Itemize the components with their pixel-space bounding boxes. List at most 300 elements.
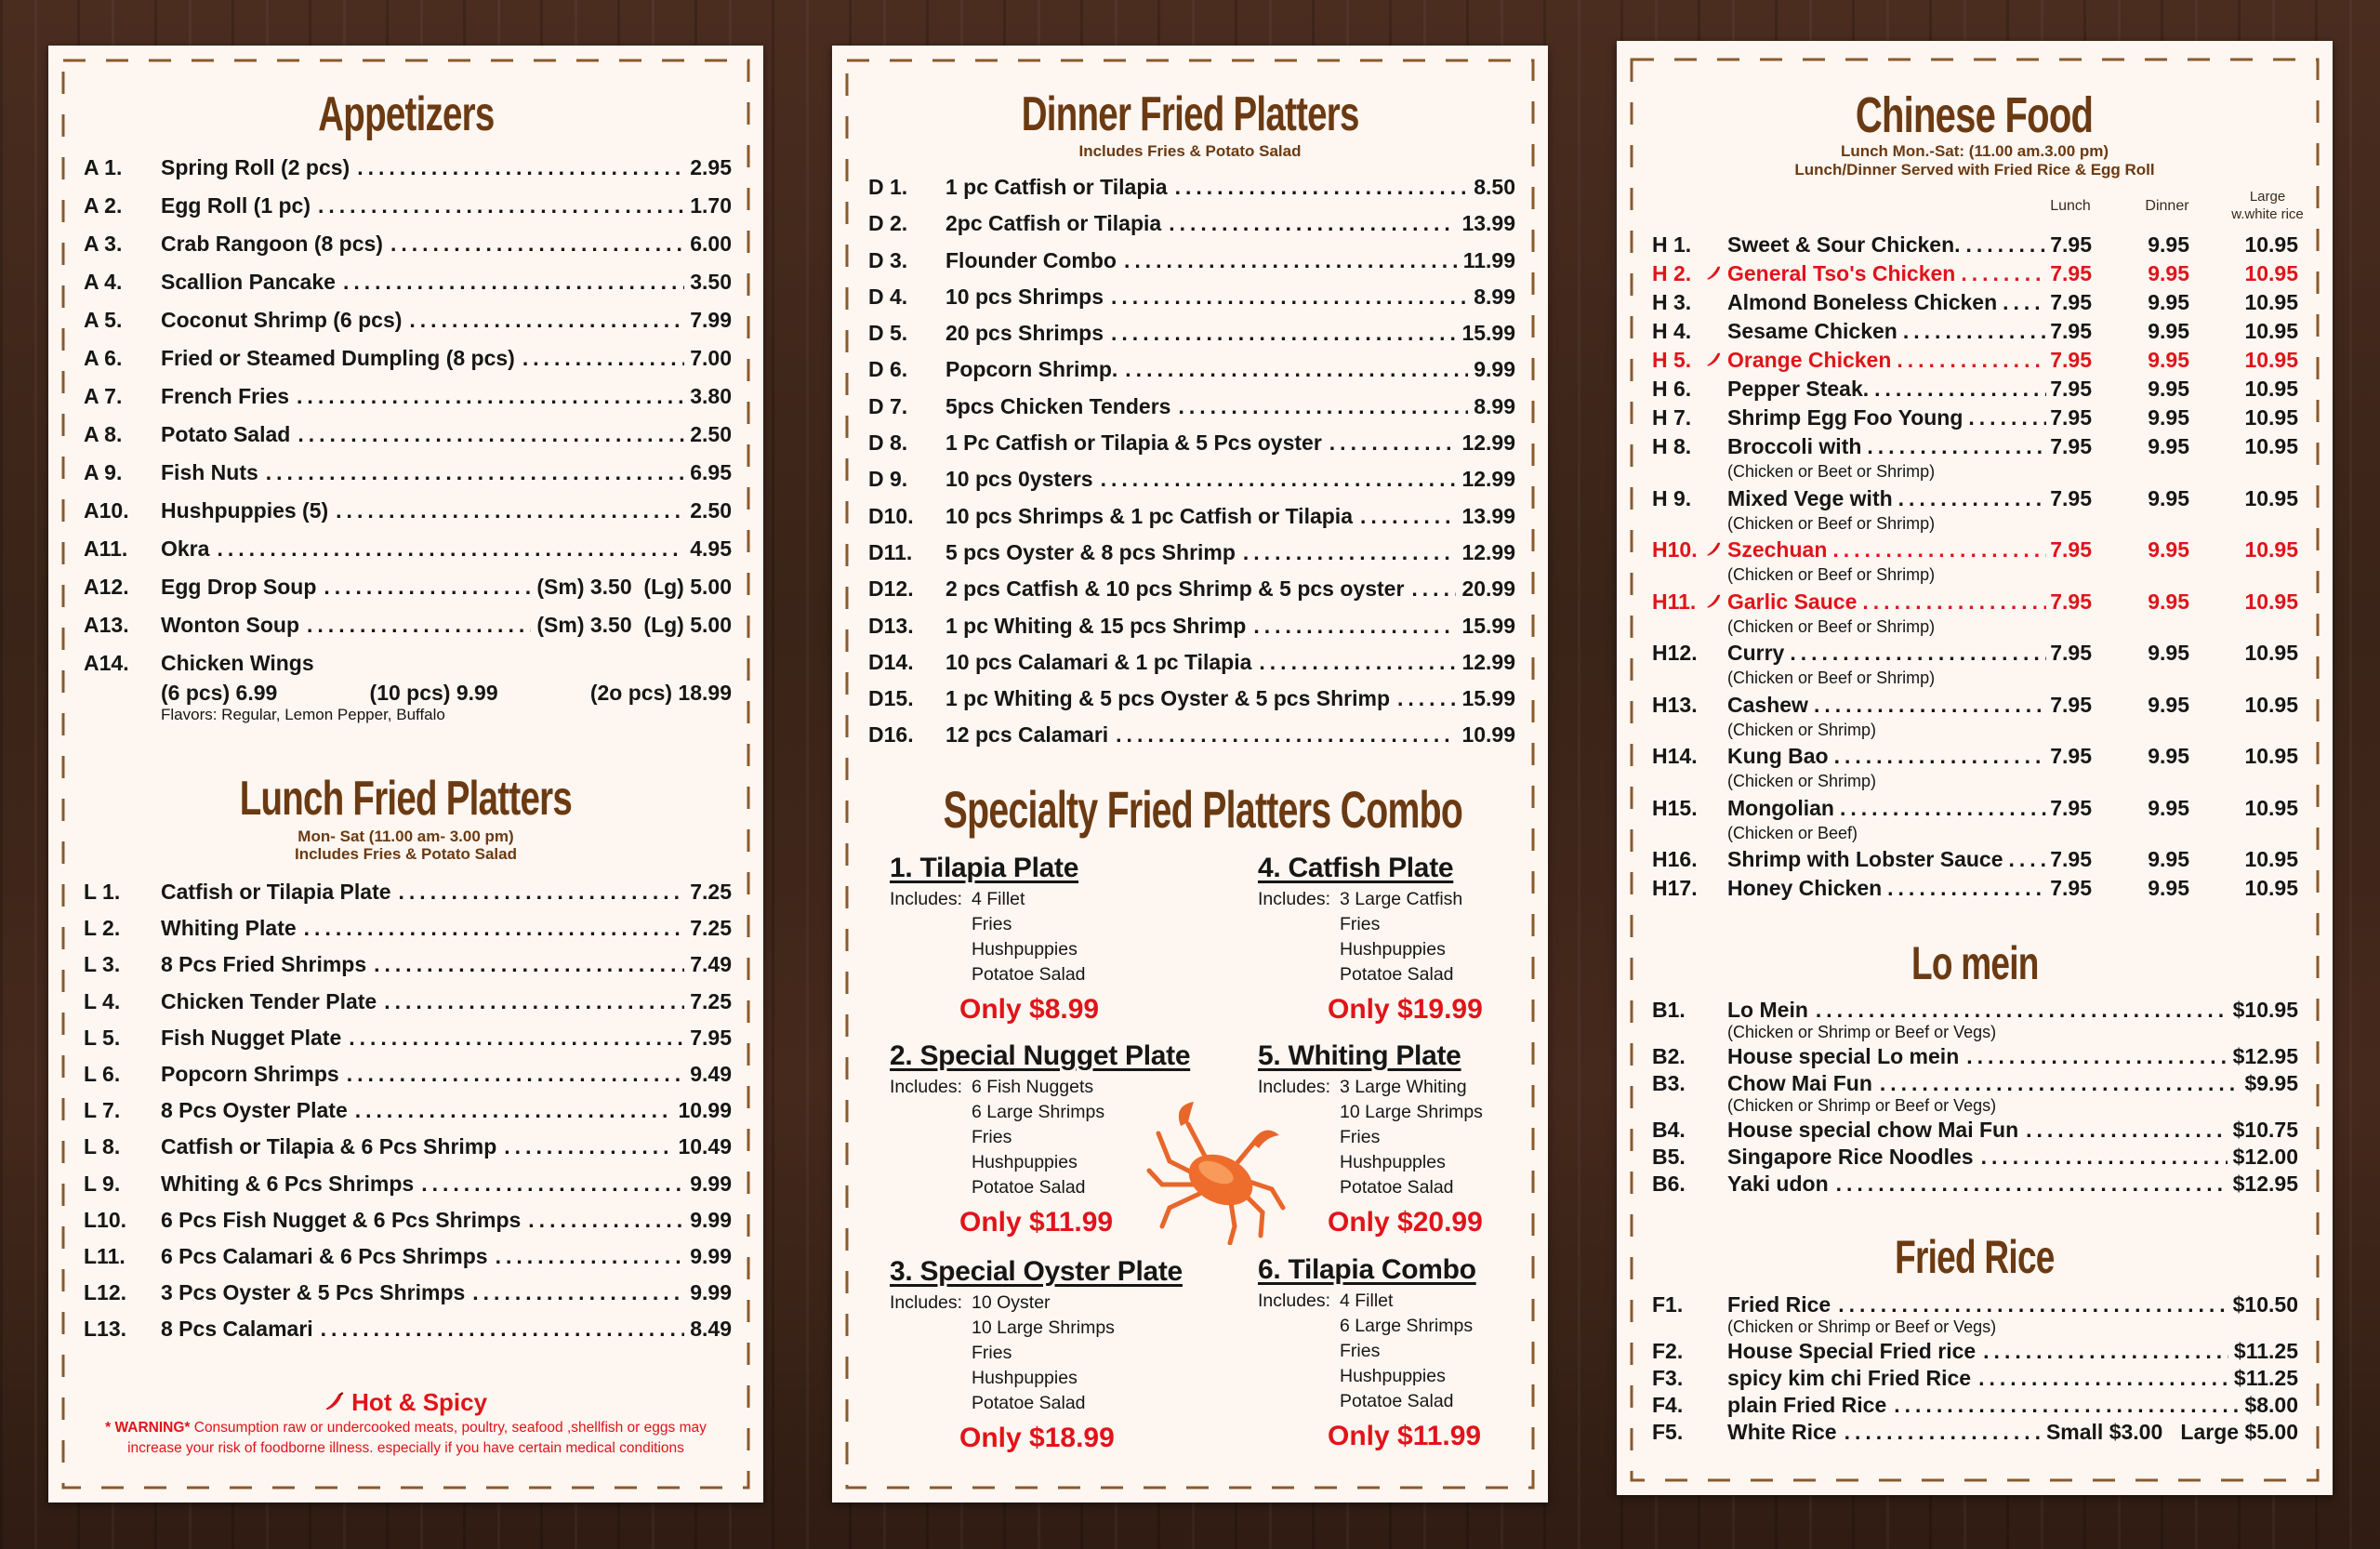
- item-name: Okra: [161, 536, 210, 561]
- price-large: 10.95: [2244, 876, 2298, 900]
- item-code: [1652, 375, 1727, 404]
- price-lunch: 7.95: [2050, 589, 2092, 614]
- item-code: B6.: [1652, 1172, 1686, 1196]
- include-item: Potatoe Salad: [972, 1177, 1086, 1198]
- price-large: 10.95: [2244, 377, 2298, 401]
- item-name: 2 pcs Catfish & 10 pcs Shrimp & 5 pcs oyster: [945, 576, 1405, 602]
- item-name: Orange Chicken: [1727, 348, 1892, 372]
- item-code: L 9.: [84, 1171, 121, 1196]
- combo-name: 1. Tilapia Plate: [890, 853, 1079, 883]
- item-code: D 6.: [868, 357, 908, 382]
- item-note: (Chicken or Shrimp): [1727, 772, 1877, 790]
- menu-panel-middle: [832, 46, 1548, 1503]
- section-title-lunch: Lunch Fried Platters: [239, 772, 573, 826]
- combo-include: [1258, 1314, 1611, 1339]
- dot-leader: [304, 910, 685, 947]
- section-title-friedrice: Fried Rice: [1895, 1231, 2055, 1283]
- includes-label: Includes:: [1258, 1077, 1331, 1097]
- combo-include: [1258, 1175, 1611, 1200]
- column-header-dinner: Dinner: [2145, 198, 2189, 214]
- include-item: 6 Fish Nuggets: [972, 1077, 1094, 1097]
- item-name: Broccoli with: [1727, 434, 1862, 458]
- item-code: L 3.: [84, 952, 121, 977]
- item-note: (Chicken or Beef or Shrimp): [1727, 669, 1936, 687]
- include-item: Potatoe Salad: [1340, 1391, 1454, 1411]
- item-name: Spring Roll (2 pcs): [161, 155, 350, 179]
- item-code: D13.: [868, 613, 914, 638]
- dot-leader: [324, 568, 531, 606]
- dot-leader: [349, 1020, 684, 1056]
- item-code: A 2.: [84, 193, 123, 218]
- price-large: 10.95: [2244, 232, 2298, 257]
- item-name: Mixed Vege with: [1727, 485, 1893, 510]
- dot-leader: [1790, 639, 2046, 668]
- item-price: (Sm) 3.50 (Lg) 5.00: [536, 613, 732, 637]
- item-note: (Chicken or Beef or Shrimp): [1727, 513, 1936, 533]
- name-and-lunch: [1727, 639, 2092, 668]
- item-code: B2.: [1652, 1044, 1686, 1068]
- item-name: 1 Pc Catfish or Tilapia & 5 Pcs oyster: [945, 430, 1322, 456]
- item-name: Sesame Chicken: [1727, 319, 1897, 343]
- include-item: 6 Large Shrimps: [1340, 1316, 1474, 1336]
- menu-item: [84, 1020, 732, 1056]
- dot-leader: [321, 1311, 685, 1347]
- dot-leader: [374, 947, 684, 983]
- menu-item: [84, 568, 732, 606]
- includes-label: Includes:: [890, 889, 963, 909]
- include-item: 3 Large Whiting: [1340, 1077, 1467, 1097]
- dot-leader: [528, 1202, 684, 1238]
- item-code: [1652, 742, 1727, 771]
- combo-name: 4. Catfish Plate: [1258, 853, 1454, 883]
- include-item: Hushpuppies: [972, 1152, 1078, 1172]
- chili-pepper-icon: [1706, 265, 1723, 282]
- menu-item: [1652, 346, 2298, 375]
- item-code: A 8.: [84, 422, 123, 446]
- menu-item: [84, 1202, 732, 1238]
- menu-item: [1652, 536, 2298, 564]
- dot-leader: [1880, 1070, 2240, 1097]
- item-price: 2.50: [690, 422, 732, 446]
- item-price: 20.99: [1461, 576, 1515, 602]
- dinner-includes: Includes Fries & Potato Salad: [1078, 142, 1302, 160]
- item-name: 8 Pcs Fried Shrimps: [161, 952, 367, 977]
- item-name: 8 Pcs Oyster Plate: [161, 1098, 348, 1123]
- name-and-lunch: [1727, 691, 2092, 720]
- section-title-dinner: Dinner Fried Platters: [1021, 87, 1359, 141]
- item-code-text: H 6.: [1652, 377, 1692, 401]
- item-price: $10.75: [2232, 1118, 2298, 1142]
- price-lunch: 7.95: [2050, 377, 2092, 401]
- price-large: 10.95: [2244, 692, 2298, 717]
- dot-leader: [1111, 279, 1468, 315]
- item-name: Crab Rangoon (8 pcs): [161, 232, 383, 256]
- item-name: Hushpuppies (5): [161, 498, 329, 523]
- name-and-lunch: [1727, 794, 2092, 823]
- menu-item: [1652, 1070, 2298, 1097]
- item-price: 13.99: [1461, 211, 1515, 236]
- combo-name: 2. Special Nugget Plate: [890, 1040, 1191, 1071]
- dot-leader: [1814, 691, 2046, 720]
- item-code: D 8.: [868, 430, 908, 456]
- item-name: 5pcs Chicken Tenders: [945, 393, 1171, 418]
- price-dinner: 9.95: [2148, 876, 2189, 900]
- item-name: Chow Mai Fun: [1727, 1071, 1872, 1095]
- item-code-text: H12.: [1652, 641, 1698, 665]
- price-lunch: 7.95: [2050, 232, 2092, 257]
- price-dinner: 9.95: [2148, 485, 2189, 510]
- price-lunch: 7.95: [2050, 319, 2092, 343]
- combo-price: Only $11.99: [1328, 1421, 1482, 1451]
- item-code: [1652, 259, 1727, 288]
- price-large: 10.95: [2244, 795, 2298, 820]
- item-name: Lo Mein: [1727, 998, 1808, 1022]
- menu-item: [868, 681, 1515, 717]
- item-name: Chicken Wings: [161, 651, 314, 675]
- item-name: French Fries: [161, 384, 290, 408]
- price-large: 10.95: [2244, 319, 2298, 343]
- dot-leader: [1898, 484, 2047, 513]
- dot-leader: [421, 1166, 684, 1202]
- item-code-text: H 9.: [1652, 485, 1692, 510]
- price-lunch: 7.95: [2050, 290, 2092, 314]
- item-name: Egg Roll (1 pc): [161, 193, 311, 218]
- item-note: (Chicken or Beef or Shrimp): [1727, 565, 1936, 584]
- combo-include: [1258, 1364, 1611, 1389]
- item-price: 8.99: [1474, 393, 1515, 418]
- item-code-text: H 1.: [1652, 232, 1692, 257]
- price-lunch: 7.95: [2050, 692, 2092, 717]
- menu-item: [1652, 794, 2298, 823]
- item-name: House Special Fried rice: [1727, 1339, 1977, 1363]
- item-price: 3.50: [690, 270, 732, 294]
- dot-leader: [1111, 315, 1456, 351]
- item-price: 10.99: [1461, 722, 1515, 748]
- item-code: D 7.: [868, 393, 908, 418]
- price-large: 10.95: [2244, 261, 2298, 285]
- lunch-includes: Includes Fries & Potato Salad: [294, 845, 517, 863]
- menu-item: [84, 225, 732, 263]
- item-code: A 9.: [84, 460, 123, 484]
- menu-item: [1652, 1392, 2298, 1419]
- combo-include: [890, 1291, 1243, 1316]
- item-name: Coconut Shrimp (6 pcs): [161, 308, 403, 332]
- item-price: 7.25: [690, 880, 732, 904]
- price-lunch: 7.95: [2050, 485, 2092, 510]
- item-name: plain Fried Rice: [1727, 1393, 1887, 1417]
- item-price: 9.99: [690, 1207, 732, 1232]
- item-note: (Chicken or Shrimp or Beef or Vegs): [1727, 1096, 1997, 1115]
- item-code: L12.: [84, 1280, 127, 1305]
- item-price: 1.70: [690, 193, 732, 218]
- combo-include: [890, 1366, 1243, 1391]
- item-price: 7.95: [690, 1025, 732, 1050]
- dot-leader: [1978, 1365, 2228, 1392]
- menu-item: [84, 377, 732, 416]
- price-dinner: 9.95: [2148, 847, 2189, 871]
- combo-card: [1258, 1038, 1611, 1243]
- dot-leader: [343, 263, 684, 301]
- combo-include: [1258, 1339, 1611, 1364]
- item-name: Cashew: [1727, 692, 1808, 717]
- item-price: 7.25: [690, 988, 732, 1013]
- dot-leader: [1897, 346, 2046, 375]
- item-code: D12.: [868, 576, 914, 602]
- section-title-chinese: Chinese Food: [1856, 87, 2094, 143]
- item-name: Catfish or Tilapia Plate: [161, 880, 391, 904]
- item-code-text: H17.: [1652, 876, 1698, 900]
- combo-include: [890, 1150, 1243, 1175]
- name-and-lunch: [1727, 845, 2092, 874]
- item-price: 6.00: [690, 232, 732, 256]
- dot-leader: [1838, 1291, 2227, 1318]
- item-note: (Chicken or Beef): [1727, 823, 1858, 842]
- dot-leader: [1397, 681, 1456, 717]
- hot-spicy-legend: Hot & Spicy: [48, 1388, 763, 1417]
- include-item: Potatoe Salad: [1340, 1177, 1454, 1198]
- menu-item: [84, 1311, 732, 1347]
- dot-leader: [1874, 375, 2046, 404]
- combo-include: [890, 1341, 1243, 1366]
- combo-include: [890, 912, 1243, 937]
- item-name: General Tso's Chicken: [1727, 261, 1956, 285]
- combo-price: Only $11.99: [959, 1207, 1114, 1238]
- item-note: (Chicken or Shrimp): [1727, 720, 1877, 739]
- combo-include: [890, 937, 1243, 962]
- item-price: $11.25: [2233, 1366, 2298, 1390]
- dot-leader: [1840, 794, 2046, 823]
- price-large: 10.95: [2244, 405, 2298, 430]
- menu-item: [1652, 1043, 2298, 1070]
- item-code: [1652, 845, 1727, 874]
- item-name: Whiting & 6 Pcs Shrimps: [161, 1171, 415, 1196]
- price-dinner: 9.95: [2148, 641, 2189, 665]
- item-price: $10.95: [2232, 998, 2298, 1022]
- price-dinner: 9.95: [2148, 795, 2189, 820]
- name-and-lunch: [1727, 231, 2092, 259]
- combo-include: [890, 1125, 1243, 1150]
- menu-item: [1652, 639, 2298, 668]
- price-dinner: 9.95: [2148, 348, 2189, 372]
- price-lunch: 7.95: [2050, 348, 2092, 372]
- item-name: 12 pcs Calamari: [945, 722, 1109, 748]
- item-price: 9.99: [690, 1243, 732, 1268]
- menu-item: [868, 644, 1515, 681]
- dot-leader: [504, 1129, 672, 1165]
- include-item: 10 Large Shrimps: [972, 1317, 1115, 1338]
- price-large: 10.95: [2244, 290, 2298, 314]
- menu-item: [84, 1129, 732, 1165]
- dot-leader: [1178, 389, 1468, 425]
- item-name: spicy kim chi Fried Rice: [1727, 1366, 1972, 1390]
- item-code: [1652, 484, 1727, 513]
- price-dinner: 9.95: [2148, 319, 2189, 343]
- menu-item: [1652, 375, 2298, 404]
- item-code: D14.: [868, 649, 914, 674]
- item-name: Popcorn Shrimp.: [945, 357, 1118, 382]
- name-and-lunch: [1727, 259, 2092, 288]
- item-price: $12.95: [2232, 1044, 2298, 1068]
- menu-item: [1652, 1291, 2298, 1318]
- item-name: Curry: [1727, 641, 1785, 665]
- price-dinner: 9.95: [2148, 537, 2189, 562]
- item-name: 2pc Catfish or Tilapia: [945, 211, 1162, 236]
- item-price: 13.99: [1461, 503, 1515, 528]
- menu-item: [868, 351, 1515, 388]
- price-lunch: 7.95: [2050, 537, 2092, 562]
- item-name: 5 pcs Oyster & 8 pcs Shrimp: [945, 539, 1236, 564]
- combo-card: [890, 850, 1243, 1030]
- combo-include: [1258, 1389, 1611, 1414]
- combo-include: [890, 1100, 1243, 1125]
- name-and-lunch: [1727, 484, 2092, 513]
- combo-card: [890, 1253, 1243, 1459]
- section-title-specialty: Specialty Fried Platters Combo: [943, 780, 1463, 839]
- item-code: L 8.: [84, 1134, 121, 1159]
- item-code-text: H 3.: [1652, 290, 1692, 314]
- item-code: L 6.: [84, 1061, 121, 1086]
- item-name: 3 Pcs Oyster & 5 Pcs Shrimps: [161, 1280, 466, 1305]
- item-code: [1652, 231, 1727, 259]
- includes-label: Includes:: [890, 1077, 963, 1097]
- dot-leader: [1894, 1392, 2239, 1419]
- name-and-lunch: [1727, 404, 2092, 432]
- price-lunch: 7.95: [2050, 405, 2092, 430]
- item-name: House special chow Mai Fun: [1727, 1118, 2019, 1142]
- menu-item: [868, 535, 1515, 571]
- dot-leader: [399, 874, 685, 910]
- item-code: F3.: [1652, 1366, 1684, 1390]
- item-code: F1.: [1652, 1292, 1684, 1317]
- item-name: Honey Chicken: [1727, 876, 1883, 900]
- lunch-hours: Mon- Sat (11.00 am- 3.00 pm): [298, 827, 514, 845]
- menu-item: [1652, 288, 2298, 317]
- item-code-text: H 5.: [1652, 348, 1692, 372]
- item-price: 7.25: [690, 916, 732, 941]
- item-code-text: H 2.: [1652, 261, 1692, 285]
- item-name: Fish Nuts: [161, 460, 258, 484]
- item-name: Whiting Plate: [161, 916, 297, 941]
- menu-panel-left: [48, 46, 763, 1503]
- lunch-list: [84, 874, 732, 1347]
- item-code: A13.: [84, 613, 129, 637]
- include-item: Fries: [972, 1127, 1012, 1147]
- dot-leader: [1966, 1043, 2227, 1070]
- dot-leader: [1903, 317, 2046, 346]
- menu-item: [868, 608, 1515, 644]
- price-large: 10.95: [2244, 434, 2298, 458]
- dot-leader: [1259, 644, 1456, 681]
- item-code: L 7.: [84, 1098, 121, 1123]
- menu-item: [1652, 1171, 2298, 1198]
- price-lunch: 7.95: [2050, 847, 2092, 871]
- item-code-text: H15.: [1652, 795, 1698, 820]
- item-name: 10 pcs Calamari & 1 pc Tilapia: [945, 649, 1252, 674]
- item-price: 15.99: [1461, 686, 1515, 711]
- item-code: D16.: [868, 722, 914, 748]
- include-item: Hushpuppies: [972, 939, 1078, 960]
- include-item: 6 Large Shrimps: [972, 1102, 1105, 1122]
- item-code: [1652, 639, 1727, 668]
- item-price: 7.49: [690, 952, 732, 977]
- price-lunch: 7.95: [2050, 434, 2092, 458]
- dot-leader: [1175, 169, 1469, 205]
- price-large: 10.95: [2244, 744, 2298, 768]
- menu-item: [84, 149, 732, 187]
- menu-item: [1652, 691, 2298, 720]
- name-and-lunch: [1727, 432, 2092, 461]
- item-code: A12.: [84, 575, 129, 599]
- combo-price: Only $18.99: [959, 1423, 1115, 1453]
- combo-card: [890, 1038, 1243, 1243]
- menu-item: [84, 947, 732, 983]
- menu-item: [1652, 1117, 2298, 1144]
- item-code: [1652, 536, 1727, 564]
- item-price: 10.99: [678, 1098, 732, 1123]
- item-price: $10.50: [2232, 1292, 2298, 1317]
- dot-leader: [266, 454, 684, 492]
- menu-item: [1652, 484, 2298, 513]
- menu-item: [84, 263, 732, 301]
- dot-leader: [1867, 432, 2046, 461]
- combo-include: [890, 1391, 1243, 1416]
- item-price: 8.49: [690, 1317, 732, 1342]
- item-price: 3.80: [690, 384, 732, 408]
- menu-item: [1652, 997, 2298, 1024]
- food-safety-warning: * WARNING* Consumption raw or undercooked meats, poultry, seafood ,shellfish or eggs may increase your risk of foodborne illness. especially if you have certain medical conditions: [105, 1420, 707, 1456]
- item-price: 12.99: [1461, 430, 1515, 456]
- item-code: F4.: [1652, 1393, 1684, 1417]
- item-name: Garlic Sauce: [1727, 589, 1858, 614]
- include-item: Potatoe Salad: [1340, 964, 1454, 985]
- combo-name: 3. Special Oyster Plate: [890, 1256, 1183, 1287]
- price-large: 10.95: [2244, 485, 2298, 510]
- menu-item: [868, 425, 1515, 461]
- item-code: [1652, 691, 1727, 720]
- combo-include: [1258, 1100, 1611, 1125]
- menu-item: [868, 279, 1515, 315]
- price-dinner: 9.95: [2148, 405, 2189, 430]
- include-item: Fries: [1340, 914, 1381, 934]
- item-name: 8 Pcs Calamari: [161, 1317, 313, 1342]
- price-dinner: 9.95: [2148, 290, 2189, 314]
- item-price: 7.00: [690, 346, 732, 370]
- item-price: $12.00: [2232, 1145, 2298, 1169]
- dot-leader: [1101, 461, 1457, 497]
- dot-leader: [1966, 231, 2047, 259]
- combo-include: [890, 887, 1243, 912]
- menu-item: [868, 571, 1515, 607]
- menu-item: [84, 910, 732, 947]
- dot-leader: [1836, 1171, 2228, 1198]
- dot-leader: [1329, 425, 1457, 461]
- dot-leader: [355, 1092, 673, 1129]
- combo-include: [890, 1075, 1243, 1100]
- item-code: F2.: [1652, 1339, 1684, 1363]
- menu-item: [868, 461, 1515, 497]
- item-price: $12.95: [2232, 1172, 2298, 1196]
- item-price: 15.99: [1461, 613, 1515, 638]
- item-code: A 5.: [84, 308, 123, 332]
- menu-item: [868, 389, 1515, 425]
- price-lunch: 7.95: [2050, 261, 2092, 285]
- menu-item: [84, 1056, 732, 1092]
- item-code: [1652, 288, 1727, 317]
- item-code-text: H 7.: [1652, 405, 1692, 430]
- item-name: Sweet & Sour Chicken.: [1727, 232, 1961, 257]
- item-price: 12.99: [1461, 539, 1515, 564]
- item-name: Pepper Steak.: [1727, 377, 1870, 401]
